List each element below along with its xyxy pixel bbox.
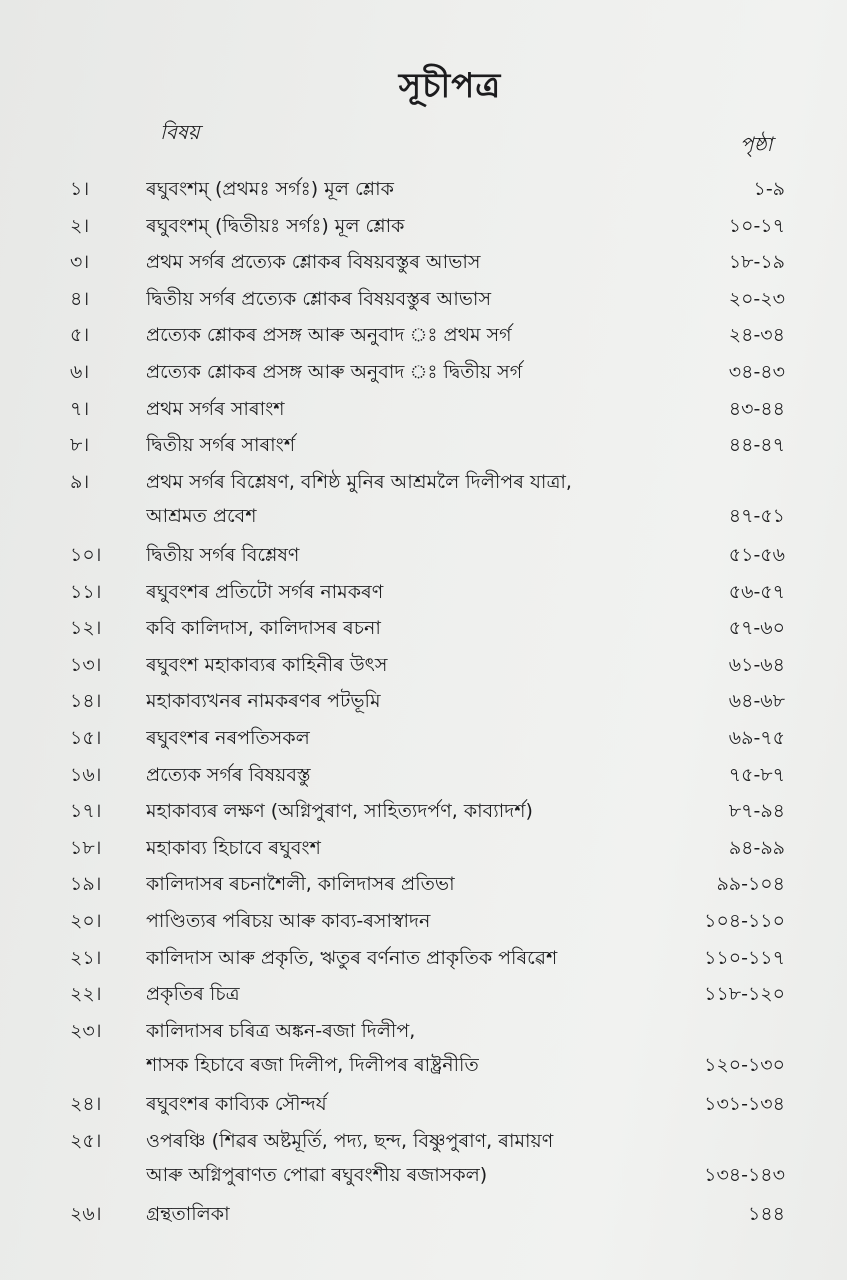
toc-entry-title: ওপৰঞ্চি (শিৱৰ অষ্টমূৰ্তি, পদ্য, ছন্দ, বিষ্ণুপুৰাণ, ৰামায়ণ	[146, 1129, 554, 1152]
toc-entry-title: প্ৰত্যেক শ্লোকৰ প্ৰসঙ্গ আৰু অনুবাদ ঃ প্ৰথম সৰ্গ	[146, 324, 512, 347]
toc-entry	[0, 465, 847, 527]
toc-entry-title: প্ৰকৃতিৰ চিত্ৰ	[146, 983, 240, 1006]
toc-entry-pages: ৪৭-৫১	[728, 504, 785, 527]
toc-entry-pages: ৬১-৬৪	[728, 653, 785, 676]
toc-entry-pages: ৪৩-৪৪	[728, 397, 785, 420]
toc-entry-pages: ৯৪-৯৯	[728, 836, 785, 859]
toc-entry-pages: ১৮-১৯	[728, 251, 785, 274]
toc-entry	[0, 831, 847, 865]
toc-entry-number: ২২।	[70, 983, 102, 1006]
toc-entry-number: ৯।	[70, 470, 90, 493]
toc-entry-pages: ১৪৪	[748, 1202, 785, 1225]
toc-entry-number: ৫।	[70, 324, 90, 347]
toc-entry-number: ৮।	[70, 434, 90, 457]
toc-entry-pages: ৪৪-৪৭	[728, 434, 785, 457]
toc-entry	[0, 172, 847, 206]
toc-entry-number: ৩।	[70, 251, 90, 274]
toc-entry-number: ৪।	[70, 287, 90, 310]
toc-entry-title: প্ৰত্যেক সৰ্গৰ বিষয়বস্তু	[146, 763, 311, 786]
toc-entry-title: কালিদাস আৰু প্ৰকৃতি, ঋতুৰ বৰ্ণনাত প্ৰাকৃতিক পৰিৱেশ	[146, 946, 558, 969]
toc-entry-title: কবি কালিদাস, কালিদাসৰ ৰচনা	[146, 617, 381, 640]
toc-entry	[0, 721, 847, 755]
toc-entry-pages: ১৩৪-১৪৩	[704, 1163, 785, 1186]
toc-entry-number: ২১।	[70, 946, 102, 969]
toc-entry	[0, 684, 847, 718]
subject-column-header: বিষয়	[160, 120, 200, 144]
toc-entry-title: দ্বিতীয় সৰ্গৰ সাৰাংৰ্শ	[146, 434, 296, 457]
toc-entry-pages: ৭৫-৮৭	[728, 763, 785, 786]
toc-entry-number: ২০।	[70, 910, 102, 932]
toc-entry-number: ১১।	[70, 580, 102, 603]
toc-entry	[0, 575, 847, 609]
toc-entry-title: আৰু অগ্নিপুৰাণত পোৱা ৰঘুবংশীয় ৰজাসকল)	[146, 1163, 488, 1186]
toc-entry-title: প্ৰথম সৰ্গৰ সাৰাংশ	[146, 397, 285, 420]
page-column-header: পৃষ্ঠা	[740, 132, 773, 156]
toc-entry-title: মহাকাব্যৰ লক্ষণ (অগ্নিপুৰাণ, সাহিত্যদৰ্পণ, কাব্যাদৰ্শ)	[146, 800, 533, 823]
toc-entry	[0, 209, 847, 243]
toc-entry	[0, 282, 847, 316]
toc-entry-title: গ্ৰন্থতালিকা	[146, 1202, 230, 1225]
toc-entry	[0, 318, 847, 352]
toc-entry-title: মহাকাব্য হিচাবে ৰঘুবংশ	[146, 836, 321, 859]
toc-entry-title: ৰঘুবংশৰ কাব্যিক সৌন্দৰ্য	[146, 1093, 327, 1115]
toc-entry	[0, 245, 847, 279]
toc-entry-number: ১৪।	[70, 690, 102, 713]
toc-entry	[0, 1197, 847, 1231]
toc-entry-number: ১০।	[70, 544, 102, 566]
toc-entry-number: ২৪।	[70, 1093, 102, 1115]
toc-entry-title: কালিদাসৰ চৰিত্ৰ অঙ্কন-ৰজা দিলীপ,	[146, 1019, 416, 1042]
toc-entry-number: ১৭।	[70, 800, 102, 823]
toc-entry-title: পাণ্ডিত্যৰ পৰিচয় আৰু কাব্য-ৰসাস্বাদন	[146, 910, 431, 932]
toc-entry	[0, 794, 847, 828]
toc-entry	[0, 1124, 847, 1186]
toc-entry-pages: ১৩১-১৩৪	[704, 1093, 785, 1115]
toc-entry-pages: ৫১-৫৬	[728, 544, 785, 566]
toc-entry-pages: ৮৭-৯৪	[728, 800, 785, 823]
toc-entry-title: দ্বিতীয় সৰ্গৰ প্ৰত্যেক শ্লোকৰ বিষয়বস্তুৰ আভাস	[146, 287, 491, 310]
toc-entry-pages: ৩৪-৪৩	[728, 361, 785, 383]
toc-entry-pages: ১১৮-১২০	[704, 983, 785, 1006]
toc-entry-title: ৰঘুবংশম্ (দ্বিতীয়ঃ সৰ্গঃ) মূল শ্লোক	[146, 214, 405, 237]
toc-entry-number: ১৮।	[70, 836, 102, 859]
toc-entry-pages: ১-৯	[753, 178, 785, 200]
toc-entry-number: ৬।	[70, 361, 90, 383]
toc-entry	[0, 941, 847, 975]
toc-entry	[0, 648, 847, 682]
toc-entry-number: ৭।	[70, 397, 90, 420]
toc-entry	[0, 355, 847, 389]
toc-entry-pages: ১১০-১১৭	[704, 946, 785, 969]
toc-entry-pages: ১০৪-১১০	[704, 910, 785, 932]
toc-entry	[0, 1014, 847, 1076]
toc-entry-pages: ৬৯-৭৫	[728, 727, 785, 749]
toc-entry-number: ১২।	[70, 617, 102, 640]
toc-entry-pages: ৫৭-৬০	[728, 617, 785, 640]
toc-entry-title: মহাকাব্যখনৰ নামকৰণৰ পটভূমি	[146, 690, 381, 713]
toc-entry-number: ২৬।	[70, 1202, 102, 1225]
toc-entry-number: ২৩।	[70, 1019, 102, 1042]
toc-entry-pages: ৫৬-৫৭	[728, 580, 785, 603]
toc-entry	[0, 977, 847, 1011]
toc-entry-number: ১৯।	[70, 873, 102, 896]
toc-entry-title: ৰঘুবংশ মহাকাব্যৰ কাহিনীৰ উৎস	[146, 653, 388, 676]
toc-entry	[0, 867, 847, 901]
toc-entry-title: ৰঘুবংশৰ প্ৰতিটো সৰ্গৰ নামকৰণ	[146, 580, 384, 603]
toc-entry-title: প্ৰথম সৰ্গৰ বিশ্লেষণ, বশিষ্ঠ মুনিৰ আশ্ৰমলৈ দিলীপৰ যাত্ৰা,	[146, 470, 572, 493]
toc-entry-number: ২৫।	[70, 1129, 102, 1152]
toc-entry-pages: ২০-২৩	[728, 287, 785, 310]
toc-entry-pages: ১০-১৭	[728, 214, 785, 237]
toc-entry-title: কালিদাসৰ ৰচনাশৈলী, কালিদাসৰ প্ৰতিভা	[146, 873, 455, 896]
toc-entry	[0, 538, 847, 572]
toc-entry-title: শাসক হিচাবে ৰজা দিলীপ, দিলীপৰ ৰাষ্ট্ৰনীতি	[146, 1053, 479, 1076]
toc-entry	[0, 611, 847, 645]
toc-entry	[0, 428, 847, 462]
toc-entry-pages: ৯৯-১০৪	[716, 873, 785, 896]
toc-entry	[0, 904, 847, 938]
toc-entry-pages: ৬৪-৬৮	[728, 690, 785, 713]
toc-entry-number: ১৬।	[70, 763, 102, 786]
toc-entry-title: আশ্ৰমত প্ৰবেশ	[146, 504, 257, 527]
toc-entry-title: প্ৰত্যেক শ্লোকৰ প্ৰসঙ্গ আৰু অনুবাদ ঃ দ্বিতীয় সৰ্গ	[146, 361, 523, 383]
toc-entry-pages: ২৪-৩৪	[728, 324, 785, 347]
toc-entry-number: ১৩।	[70, 653, 102, 676]
toc-entry-number: ১।	[70, 178, 90, 200]
toc-entry-title: দ্বিতীয় সৰ্গৰ বিশ্লেষণ	[146, 544, 300, 566]
toc-entry	[0, 758, 847, 792]
page-title: সূচীপত্র	[398, 66, 502, 106]
toc-entry-pages: ১২০-১৩০	[704, 1053, 785, 1076]
toc-entry	[0, 1087, 847, 1121]
toc-entry	[0, 392, 847, 426]
toc-entry-number: ২।	[70, 214, 90, 237]
toc-entry-title: প্ৰথম সৰ্গৰ প্ৰত্যেক শ্লোকৰ বিষয়বস্তুৰ আভাস	[146, 251, 481, 274]
toc-entry-title: ৰঘুবংশৰ নৰপতিসকল	[146, 727, 310, 749]
toc-entry-title: ৰঘুবংশম্ (প্ৰথমঃ সৰ্গঃ) মূল শ্লোক	[146, 178, 394, 200]
toc-entry-number: ১৫।	[70, 727, 102, 749]
